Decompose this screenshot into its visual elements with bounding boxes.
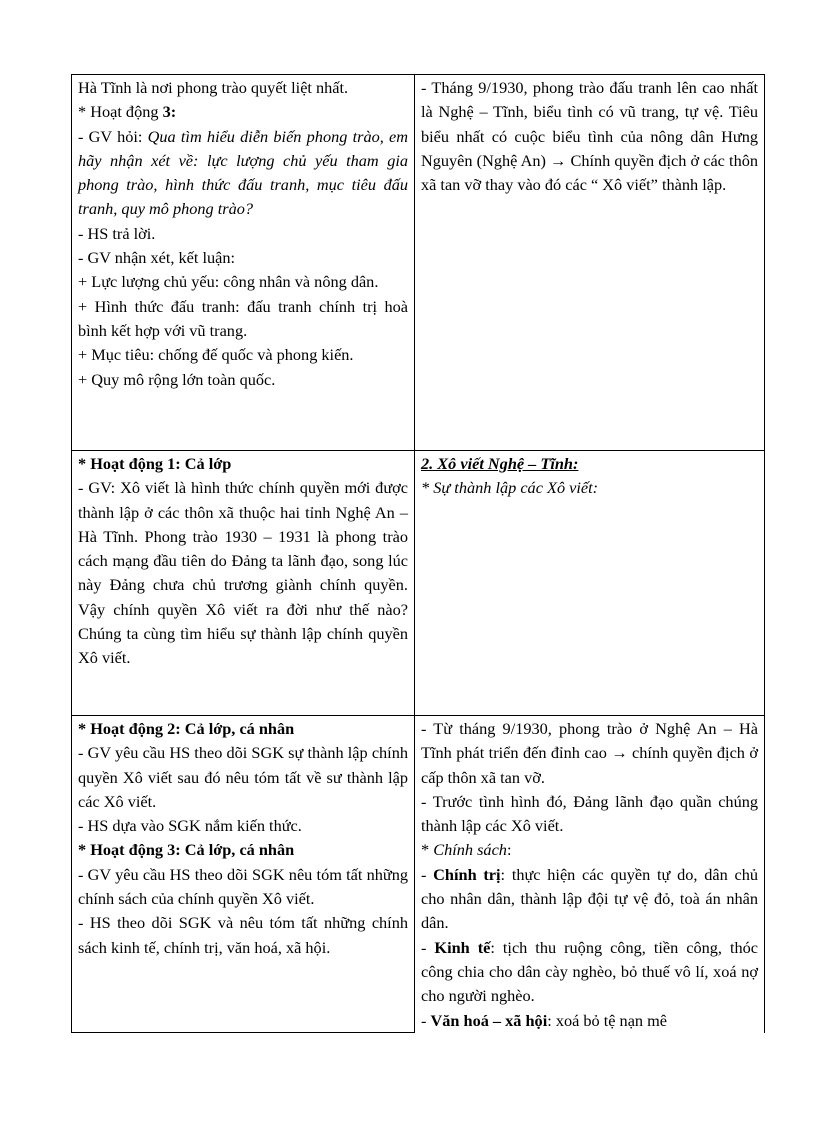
text-run: - — [421, 937, 435, 957]
text-run: - Trước tình hình đó, Đảng lãnh đạo quần chúng thành lập các Xô viết. — [421, 791, 758, 836]
text-run: : thực hiện các quyền tự do, dân chủ cho nhân dân, thành lập đội tự vệ đỏ, toà án nhân dân. — [421, 864, 758, 933]
text-run: - GV nhận xét, kết luận: — [78, 248, 236, 268]
text-run: + Lực lượng chủ yếu: công nhân và nông dân. — [78, 272, 379, 292]
text-run: - — [421, 864, 434, 884]
text-run: Chính trị — [433, 864, 501, 884]
paragraph — [78, 717, 408, 741]
text-run: - GV: Xô viết là hình thức chính quyền mới được thành lập ở các thôn xã thuộc hai tỉnh Nghệ An – Hà Tĩnh. Phong trào 1930 – 1931 là phong trào cách mạng đầu tiên do Đảng ta lãnh đạo, song lúc này Đảng chưa chủ trương giành chính quyền. Vậy chính quyền Xô viết ra đời như thế nào? Chúng ta cùng tìm hiểu sự thành lập chính quyền Xô viết. — [78, 478, 408, 668]
text-run: : — [506, 840, 512, 860]
paragraph — [78, 76, 408, 100]
paragraph — [78, 452, 408, 476]
text-run: * Hoạt động — [78, 102, 163, 122]
text-run: - HS trả lời. — [78, 223, 156, 243]
lesson-plan-table — [71, 74, 765, 1033]
text-run: 3: — [162, 102, 177, 122]
activity-cell — [72, 75, 415, 451]
text-run: - — [421, 1010, 431, 1030]
paragraph — [421, 1009, 758, 1033]
text-run: Kinh tế — [434, 937, 491, 957]
text-run: : tịch thu ruộng công, tiền công, thóc công chia cho dân cày nghèo, bỏ thuế vô lí, xoá nợ cho người nghèo. — [421, 937, 758, 1006]
activity-cell — [72, 716, 415, 1033]
table-row — [72, 451, 765, 716]
text-run: - Tháng 9/1930, phong trào đấu tranh lên cao nhất là Nghệ – Tĩnh, biểu tình có vũ trang, tự vệ. Tiêu biểu nhất có cuộc biểu tình của nông dân Hưng Nguyên (Nghệ An) → Chính quyền địch ở các thôn xã tan vỡ thay vào đó các “ Xô viết” thành lập. — [421, 78, 758, 195]
paragraph — [78, 838, 408, 862]
paragraph — [78, 125, 408, 222]
paragraph — [78, 476, 408, 670]
paragraph — [78, 222, 408, 246]
paragraph — [78, 741, 408, 814]
table-row — [72, 716, 765, 1033]
text-run: * Hoạt động 2: Cả lớp, cá nhân — [78, 719, 295, 738]
paragraph — [421, 717, 758, 790]
text-run: : xoá bỏ tệ nạn mê — [547, 1010, 668, 1030]
text-run: * — [421, 840, 434, 860]
text-run: Văn hoá – xã hội — [430, 1010, 548, 1030]
text-run: 2. Xô viết Nghệ – Tĩnh: — [421, 454, 579, 473]
text-run: Chính sách — [433, 840, 507, 860]
text-run: + Hình thức đấu tranh: đấu tranh chính trị hoà bình kết hợp với vũ trang. — [78, 296, 408, 340]
text-run: - HS theo dõi SGK và nêu tóm tất những chính sách kinh tế, chính trị, văn hoá, xã hội. — [78, 913, 408, 957]
text-run: - GV yêu cầu HS theo dõi SGK nêu tóm tất những chính sách của chính quyền Xô viết. — [78, 864, 408, 909]
content-cell — [415, 75, 765, 451]
paragraph — [421, 838, 758, 862]
paragraph — [421, 790, 758, 839]
text-run: - HS dựa vào SGK nắm kiến thức. — [78, 816, 302, 836]
paragraph — [78, 911, 408, 960]
text-run: Hà Tĩnh là nơi phong trào quyết liệt nhất. — [78, 78, 349, 97]
text-run: + Quy mô rộng lớn toàn quốc. — [78, 369, 276, 389]
text-run: + Mục tiêu: chống đế quốc và phong kiến. — [78, 345, 354, 365]
text-run: - Từ tháng 9/1930, phong trào ở Nghệ An – Hà Tĩnh phát triển đến đỉnh cao → chính quyền địch ở cấp thôn xã tan vỡ. — [421, 719, 758, 787]
paragraph — [78, 246, 408, 270]
text-run: * Hoạt động 1: Cả lớp — [78, 454, 232, 473]
paragraph — [78, 343, 408, 367]
paragraph — [78, 270, 408, 294]
text-run: * Hoạt động 3: Cả lớp, cá nhân — [78, 840, 295, 860]
paragraph — [78, 814, 408, 838]
paragraph — [421, 76, 758, 197]
paragraph — [78, 368, 408, 392]
text-run: - GV hỏi: — [78, 126, 148, 146]
content-cell — [415, 451, 765, 716]
paragraph — [78, 863, 408, 912]
text-run: * Sự thành lập các Xô viết: — [421, 478, 599, 498]
paragraph — [78, 100, 408, 124]
content-cell — [415, 716, 765, 1033]
text-run: - GV yêu cầu HS theo dõi SGK sự thành lập chính quyền Xô viết sau đó nêu tóm tất về sư thành lập các Xô viết. — [78, 743, 408, 811]
paragraph — [78, 295, 408, 344]
paragraph — [421, 936, 758, 1009]
table-row — [72, 75, 765, 451]
paragraph — [421, 452, 758, 476]
paragraph — [421, 863, 758, 936]
paragraph — [421, 476, 758, 500]
activity-cell — [72, 451, 415, 716]
text-run: Qua tìm hiểu diễn biến phong trào, em hãy nhận xét về: lực lượng chủ yếu tham gia phong trào, hình thức đấu tranh, mục tiêu đấu tranh, quy mô phong trào? — [78, 126, 409, 219]
